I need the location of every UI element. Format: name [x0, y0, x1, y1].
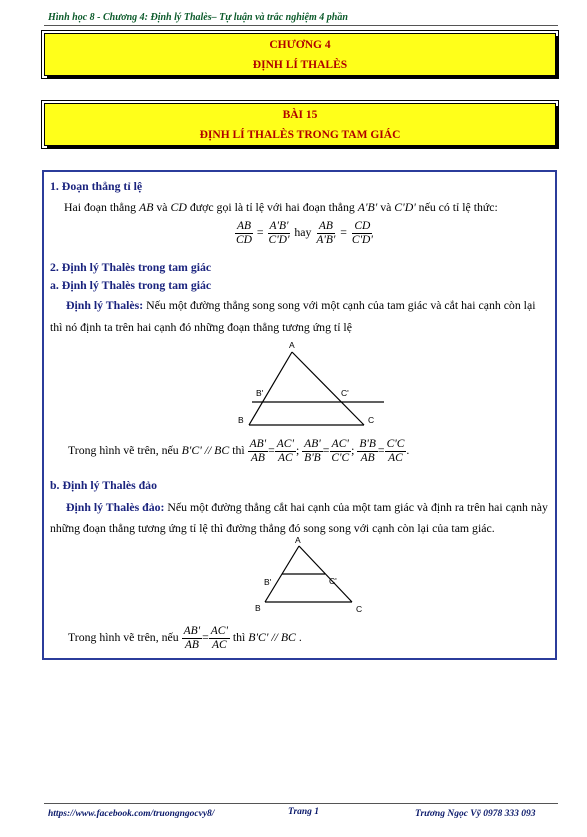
numerator: AB'	[183, 625, 201, 637]
text: thì	[229, 630, 249, 645]
numerator: AC'	[331, 438, 349, 450]
lesson-box	[44, 103, 556, 146]
denominator: C'C	[331, 452, 350, 464]
denominator: C'D'	[268, 234, 290, 246]
text: thì	[229, 443, 248, 458]
converse-caption: Trong hình vẽ trên, nếu $\frac{AB'}{AB}$ = $\frac{AC'}{AC}$ thì B'C' // BC .	[68, 625, 302, 651]
section2a-title: a. Định lý Thalès trong tam giác	[50, 278, 212, 292]
segment-apbp: A'B'	[357, 200, 378, 214]
fraction	[357, 438, 378, 465]
footer-link[interactable]: https://www.facebook.com/truongngocvy8/	[48, 809, 215, 819]
footer-page-number: Trang 1	[288, 807, 320, 817]
numerator: B'B	[359, 438, 376, 450]
label-a: A	[295, 535, 301, 545]
numerator: CD	[354, 220, 371, 232]
numerator: C'C	[386, 438, 405, 450]
segment-cd: CD	[170, 200, 187, 214]
segment-ab: AB	[139, 200, 154, 214]
running-header: Hình học 8 - Chương 4: Định lý Thalès– Tự luận và trắc nghiệm 4 phần	[48, 12, 348, 23]
text: Nếu một đường thẳng cắt hai cạnh của một tam giác và định ra trên hai cạnh này	[164, 500, 548, 514]
fraction	[350, 220, 375, 247]
lesson-number: BÀI 15	[282, 109, 318, 121]
text: hay	[291, 225, 315, 240]
chapter-title: ĐỊNH LÍ THALÈS	[252, 59, 348, 71]
text: được gọi là tỉ lệ với hai đoạn thẳng	[186, 200, 358, 214]
label-c: C	[368, 415, 375, 425]
text: Trong hình vẽ trên, nếu	[68, 630, 182, 645]
text: Hai đoạn thẳng	[64, 200, 140, 214]
triangle-figure-2	[249, 534, 379, 618]
label-b: B	[255, 603, 261, 613]
denominator: AC	[388, 452, 403, 464]
section2b-title: b. Định lý Thalès đảo	[50, 478, 157, 492]
text: và	[153, 200, 171, 214]
text: .	[295, 630, 302, 645]
denominator: B'B	[304, 452, 321, 464]
label-c: C	[356, 604, 363, 614]
theorem-label: Định lý Thalès:	[66, 298, 144, 312]
fraction	[302, 438, 323, 465]
fraction	[267, 220, 292, 247]
theorem-line2: thì nó định ta trên hai cạnh đó những đoạn thẳng tương ứng tỉ lệ	[50, 320, 352, 334]
denominator: A'B'	[316, 234, 336, 246]
footer-rule	[44, 803, 558, 804]
numerator: AC'	[210, 625, 228, 637]
denominator: AC	[211, 639, 227, 651]
fraction	[385, 438, 407, 465]
denominator: AC	[278, 452, 293, 464]
triangle-figure-1	[224, 337, 394, 429]
converse-line1	[66, 500, 548, 515]
theorem-line1	[66, 298, 535, 313]
label-a: A	[289, 340, 295, 350]
header-rule	[44, 25, 558, 26]
denominator: C'D'	[351, 234, 373, 246]
text: Nếu một đường thẳng song song với một cạnh của tam giác và cắt hai cạnh còn lại	[143, 298, 536, 312]
text: nếu có tỉ lệ thức:	[415, 200, 498, 214]
side-ac	[292, 352, 364, 425]
denominator: CD	[236, 234, 252, 246]
text: Trong hình vẽ trên, nếu	[68, 443, 182, 458]
fraction	[275, 438, 296, 465]
numerator: AB'	[304, 438, 321, 450]
segment-cpdp: C'D'	[394, 200, 416, 214]
fraction	[314, 220, 337, 247]
lesson-title: ĐỊNH LÍ THALÈS TRONG TAM GIÁC	[199, 129, 401, 141]
denominator: AB	[250, 452, 265, 464]
proportion-formula: $\frac{AB}{CD}$ = $\frac{A'B'}{C'D'}$ hay $\frac{AB}{A'B'}$ = $\frac{CD}{C'D'}$	[236, 220, 373, 246]
label-b-prime: B'	[256, 388, 264, 398]
fraction	[248, 438, 269, 465]
label-b: B	[238, 415, 244, 425]
label-b-prime: B'	[264, 577, 272, 587]
numerator: AB	[318, 220, 333, 232]
footer-author: Trương Ngọc Vỹ 0978 333 093	[415, 809, 536, 819]
chapter-number: CHƯƠNG 4	[269, 39, 331, 51]
fraction	[329, 438, 351, 465]
conclusion: B'C' // BC	[248, 630, 296, 645]
fraction	[234, 220, 254, 247]
numerator: AB	[236, 220, 252, 232]
denominator: AB	[184, 639, 199, 651]
chapter-box	[44, 33, 556, 76]
section1-definition	[64, 200, 498, 215]
numerator: A'B'	[269, 220, 289, 232]
section2-title: 2. Định lý Thalès trong tam giác	[50, 260, 212, 274]
section1-title: 1. Đoạn thẳng tỉ lệ	[50, 179, 143, 193]
condition: B'C' // BC	[181, 443, 230, 458]
numerator: AC'	[276, 438, 294, 450]
fraction	[209, 625, 230, 652]
fraction	[182, 625, 203, 652]
text: và	[377, 200, 395, 214]
denominator: AB	[360, 452, 375, 464]
converse-label: Định lý Thalès đảo:	[66, 500, 165, 514]
thales-caption: Trong hình vẽ trên, nếu B'C' // BC thì $\frac{AB'}{AB}$ = $\frac{AC'}{AC}$ ; $\frac{AB'}{B'B}$ = $\frac{AC'}{C'C}$ ; $\frac{B'B}{AB}$ = $\frac{C'C}{AC}$ .	[68, 438, 410, 464]
label-c-prime: C'	[341, 388, 349, 398]
content-box	[42, 170, 557, 660]
label-c-prime: C'	[329, 576, 337, 586]
converse-line2: những đoạn thẳng tương ứng tỉ lệ thì đường thẳng đó song song với cạnh còn lại của tam giác.	[50, 521, 495, 535]
numerator: AB'	[249, 438, 267, 450]
